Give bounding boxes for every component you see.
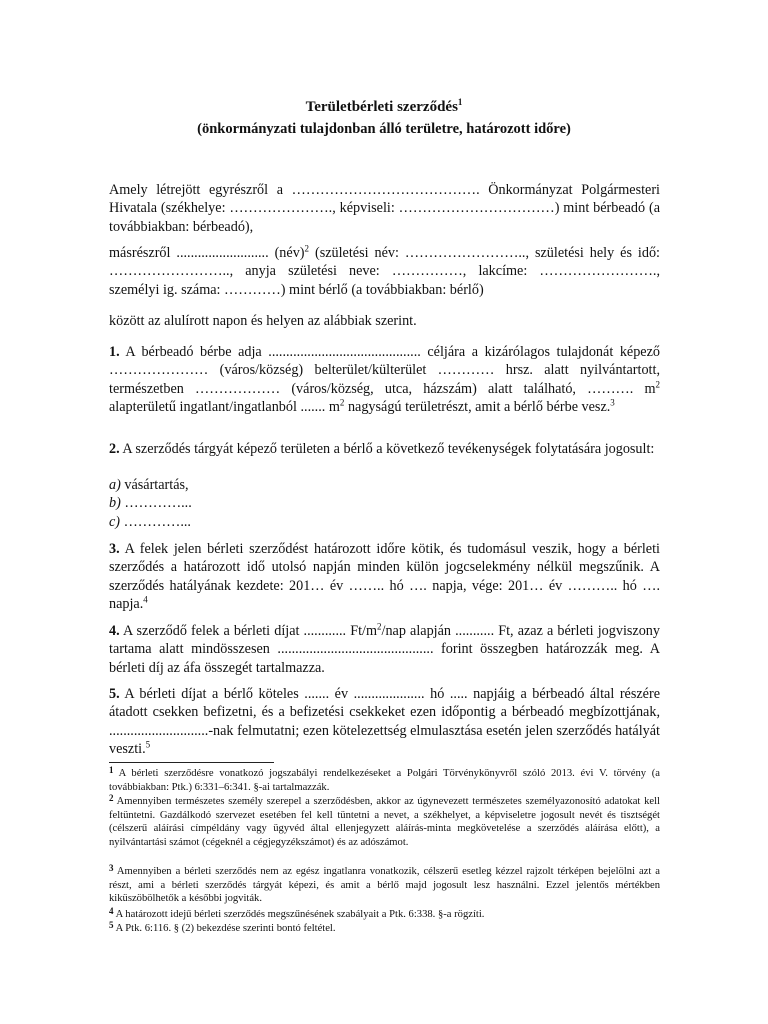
list-text: …………... xyxy=(120,513,191,530)
section-4-text-b: /nap alapján ........... Ft, azaz a bérleti jogviszony tartama alatt mindösszesen ............................................ forint összegben határozzák meg. A bérleti díj az áfa összegét tartalmazza. xyxy=(109,623,660,676)
section-5-number: 5. xyxy=(109,686,120,702)
section-4-text-a: A szerződő felek a bérleti díjat ............ Ft/m xyxy=(119,623,378,639)
section-5-text: A bérleti díjat a bérlő köteles ....... év .................... hó ..... napjáig a bérbeadó által részére átadott csekken befizetni, és a befizetési csekkeket ezen időpontig a bérbeadó megbízottjának, ............................-nak felmutatni; ezen kötelezettség elmulasztása esetén jelen szerződés hatályát veszti. xyxy=(109,686,660,757)
section-1 xyxy=(109,343,660,416)
footnote-ref-1: 1 xyxy=(457,97,463,107)
title-text: Területbérleti szerződés xyxy=(305,99,458,115)
footnote-separator xyxy=(109,762,274,763)
document-subtitle: (önkormányzati tulajdonban álló területre, határozott időre) xyxy=(197,121,571,137)
footnote-mark: 2 xyxy=(109,793,114,803)
footnote-1 xyxy=(109,767,660,794)
footnote-ref-5: 5 xyxy=(145,739,151,750)
section-2 xyxy=(109,440,660,458)
activity-list xyxy=(109,476,660,531)
section-4 xyxy=(109,622,660,677)
section-1-text-c: nagyságú területrészt, amit a bérlő bérbe vesz. xyxy=(344,398,611,415)
section-4-number: 4. xyxy=(109,623,120,639)
section-3-number: 3. xyxy=(109,541,120,557)
superscript: 2 xyxy=(655,378,660,389)
footnote-2 xyxy=(109,795,660,849)
footnote-ref-3: 3 xyxy=(610,397,615,408)
superscript: 2 xyxy=(339,397,345,408)
footnote-mark: 5 xyxy=(109,920,114,930)
footnote-ref-4: 4 xyxy=(143,594,148,605)
list-item xyxy=(109,476,660,494)
section-1-text-b: alapterületű ingatlant/ingatlanból ....... m xyxy=(109,398,340,415)
footnote-text: Amennyiben a bérleti szerződés nem az egész ingatlanra vonatkozik, célszerű esetleg kézzel rajzolt térképen bejelölni azt a részt, ami a bérleti szerződés tárgyát képezi, és amit a bérlő majd jogosult lesz használni. Ezzel jelentős mértékben kiküszöbölhetők a későbbi jogviták. xyxy=(109,866,660,905)
footnote-mark: 4 xyxy=(109,906,114,916)
footnote-text: A határozott idejű bérleti szerződés megszűnésének szabályait a Ptk. 6:338. §-a rögzíti. xyxy=(113,909,485,920)
footnote-mark: 3 xyxy=(109,863,114,873)
party2-paragraph xyxy=(109,244,660,299)
superscript: 2 xyxy=(377,621,382,632)
section-3 xyxy=(109,540,660,613)
footnote-text: Amennyiben természetes személy szerepel a szerződésben, akkor az úgynevezett természetes személyazonosító adatokat kell feltüntetni. Gazdálkodó szervezet esetében fel kell tüntetni a nevet, a székhelyet, a képviseletre jogosult nevét és tisztségét (célszerű aláírási címpéldány vagy ügyvéd által ellenjegyzett aláírás-minta megkövetelése a szerződés aláírása előtt), a nyilvántartási számot (cégeknél a cégjegyzékszámot) és az adószámot. xyxy=(109,796,660,848)
footnote-5 xyxy=(109,922,660,936)
footnote-3 xyxy=(109,865,660,906)
footnote-ref-2: 2 xyxy=(304,243,310,254)
list-text: …………... xyxy=(120,495,192,512)
section-5 xyxy=(109,685,660,758)
list-item xyxy=(109,494,660,512)
section-3-text: A felek jelen bérleti szerződést határozott időre kötik, és tudomásul veszik, hogy a bérleti szerződés a határozott idő utolsó napján minden külön jogcselekmény nélkül megszűnik. A szerződés hatályának kezdete: 201… év …….. hó …. napja, vége: 201… év ……….. hó …. napja. xyxy=(109,541,660,612)
list-marker: c) xyxy=(109,513,121,530)
list-marker: a) xyxy=(109,477,121,493)
list-marker: b) xyxy=(109,495,121,512)
section-2-text: A szerződés tárgyát képező területen a bérlő a következő tevékenységek folytatására jogosult: xyxy=(119,441,655,457)
footnote-text: A Ptk. 6:116. § (2) bekezdése szerinti bontó feltétel. xyxy=(113,923,336,934)
document-title xyxy=(0,98,768,116)
list-text: vásártartás, xyxy=(120,477,189,493)
party2-text-a: másrészről .......................... (név) xyxy=(109,245,305,261)
section-1-number: 1. xyxy=(109,344,120,360)
section-2-number: 2. xyxy=(109,441,120,457)
section-1-text-a: A bérbeadó bérbe adja ........................................... céljára a kizárólagos tulajdonát képező ………………… (város/község) belterület/külterület ………… hrsz. alatt nyilvántartott, természetben ……………… (város/község, utca, házszám) alatt található, ………. m xyxy=(109,344,660,397)
between-paragraph: között az alulírott napon és helyen az alábbiak szerint. xyxy=(109,313,417,329)
footnote-mark: 1 xyxy=(109,765,114,775)
list-item xyxy=(109,513,660,531)
footnote-text: A bérleti szerződésre vonatkozó jogszabályi rendelkezéseket a Polgári Törvénykönyvről szóló 2013. évi V. törvény (a továbbiakban: Ptk.) 6:331–6:341. §-ai tartalmazzák. xyxy=(109,768,660,793)
footnote-4 xyxy=(109,908,660,922)
party2-text-b: (születési név: …………………….., születési hely és idő: …………………….., anyja születési neve: ……………, lakcíme: ……………………., személyi ig. száma: …………) mint bérlő (a továbbiakban: bérlő) xyxy=(109,245,660,298)
intro-paragraph: Amely létrejött egyrészről a …………………………………. Önkormányzat Polgármesteri Hivatala (székhelye: …………………., képviseli: ……………………………) mint bérbeadó (a továbbiakban: bérbeadó), xyxy=(109,182,660,235)
